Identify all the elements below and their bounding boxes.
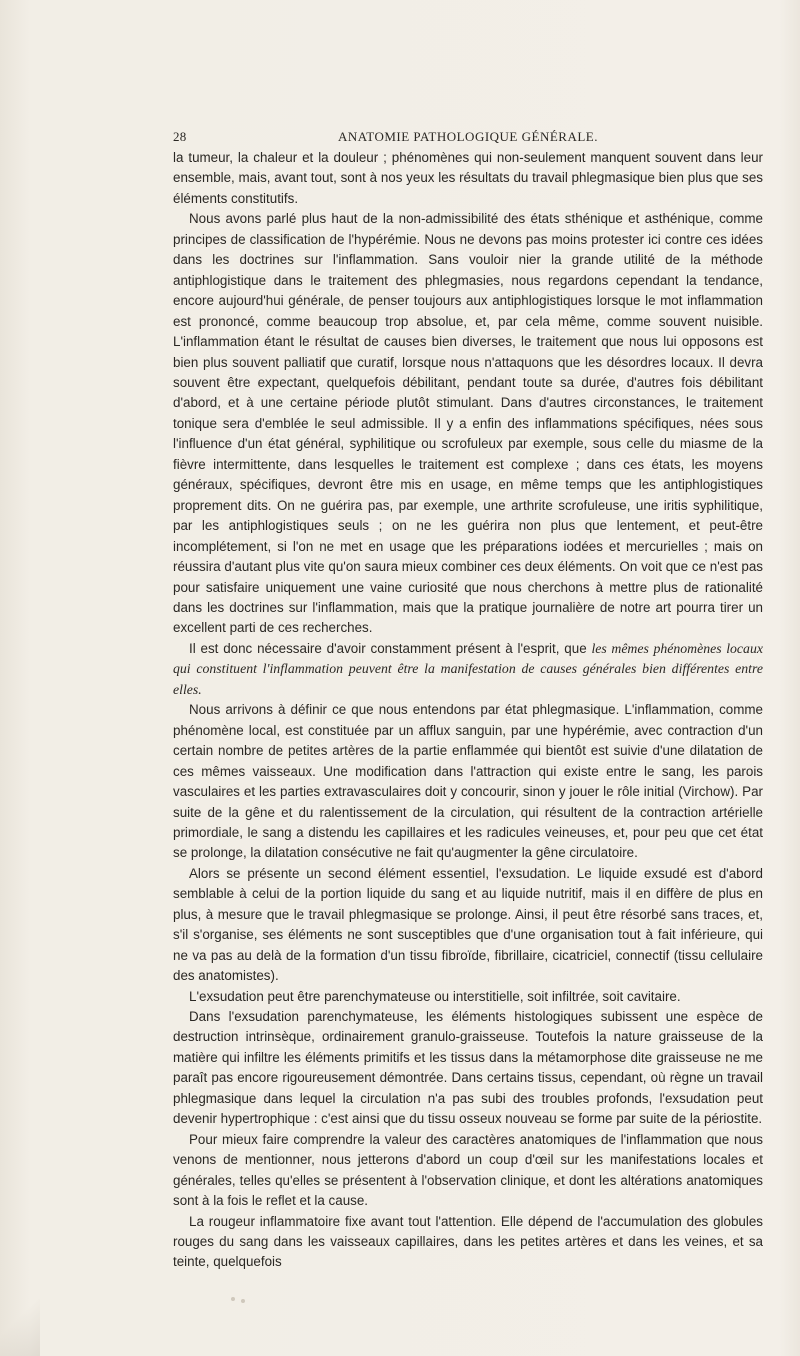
paragraph-9: La rougeur inflammatoire fixe avant tout l'attention. Elle dépend de l'accumulation des globules rouges du sang dans les vaisseaux capillaires, dans les petites artères et dans les veines, et sa teinte, quelquefois [173,1213,763,1270]
paragraph-6: L'exsudation peut être parenchymateuse ou interstitielle, soit infiltrée, soit cavitaire. [189,988,681,1004]
paragraph-1: la tumeur, la chaleur et la douleur ; phénomènes qui non-seulement manquent souvent dans leur ensemble, mais, avant tout, sont à nos yeux les résultats du travail phlegmasique bien plus que ses éléments constitutifs. [173,150,763,206]
paper-corner-shading [0,1295,40,1356]
body-text [173,148,763,1273]
paragraph-8: Pour mieux faire comprendre la valeur des caractères anatomiques de l'inflammation que nous venons de mentionner, nous jetterons d'abord un coup d'œil sur les manifestations locales et générales, telles qu'elles se présentent à l'observation clinique, et dont les altérations anatomiques sont à la fois le reflet et la cause. [173,1131,763,1209]
paragraph-3-text: Il est donc nécessaire d'avoir constamment présent à l'esprit, que [189,640,592,656]
page-title: ANATOMIE PATHOLOGIQUE GÉNÉRALE. [338,129,598,144]
paragraph-3 [173,639,763,700]
paragraph-2: Nous avons parlé plus haut de la non-admissibilité des états sthénique et asthénique, comme principes de classification de l'hypérémie. Nous ne devons pas moins protester ici contre ces idées dans les doctrines sur l'inflammation. Sans vouloir nier la grande utilité de la méthode antiphlogistique dans le traitement des phlegmasies, nous regardons cependant la tendance, encore aujourd'hui générale, de penser toujours aux antiphlogistiques lorsque le mot inflammation est prononcé, comme beaucoup trop absolue, et, par cela même, comme souvent nuisible. L'inflammation étant le résultat de causes bien diverses, le traitement que nous lui opposons est bien plus souvent palliatif que curatif, lorsque nous n'attaquons que les désordres locaux. Il devra souvent être expectant, quelquefois débilitant, pendant toute sa durée, d'autres fois débilitant d'abord, et à une certaine période plutôt stimulant. Dans d'autres circonstances, le traitement tonique sera d'emblée le seul admissible. Il y a enfin des inflammations spécifiques, nées sous l'influence d'un état général, syphilitique ou scrofuleux par exemple, sous celle du miasme de la fièvre intermittente, dans lesquelles le traitement est complexe ; dans ces états, les moyens généraux, spécifiques, devront être mis en usage, en même temps que les antiphlogistiques proprement dits. On ne guérira pas, par exemple, une arthrite scrofuleuse, une iritis syphilitique, par les antiphlogistiques seuls ; on ne les guérira non plus que lentement, et peut-être incomplétement, si l'on ne met en usage que les préparations iodées et mercurielles ; mais on réussira d'autant plus vite qu'on saura mieux combiner ces deux éléments. On voit que ce n'est pas pour satisfaire uniquement une vaine curiosité que nous cherchons à mettre plus de rationalité dans les doctrines sur l'inflammation, mais que la pratique journalière de notre art pourra tirer un excellent parti de ces recherches. [173,211,763,636]
paper-speck [231,1297,235,1301]
paper-speck [241,1299,245,1303]
page-number: 28 [173,129,187,144]
running-head [173,129,763,145]
paragraph-5: Alors se présente un second élément essentiel, l'exsudation. Le liquide exsudé est d'abord semblable à celui de la portion liquide du sang et au liquide nutritif, mais il en diffère de plus en plus, à mesure que le travail phlegmasique se prolonge. Ainsi, il peut être résorbé sans traces, et, s'il s'organise, ses éléments ne sont susceptibles que d'une organisation tout à fait inférieure, qui ne va pas au delà de la formation d'un tissu fibroïde, fibrillaire, cicatriciel, connectif (tissu cellulaire des anatomistes). [173,865,763,984]
paragraph-4: Nous arrivons à définir ce que nous entendons par état phlegmasique. L'inflammation, comme phénomène local, est constituée par un afflux sanguin, par une hypérémie, avec contraction d'un certain nombre de petites artères de la partie enflammée qui bientôt est suivie d'une dilatation de ces mêmes vaisseaux. Une modification dans l'attraction qui existe entre le sang, les parois vasculaires et les parties extravasculaires doit y concourir, sinon y jouer le rôle initial (Virchow). Par suite de la gêne et du ralentissement de la circulation, qui résultent de la contraction artérielle primordiale, le sang a distendu les capillaires et les radicules veineuses, et, pour peu que cet état se prolonge, la dilatation consécutive ne fait qu'augmenter la gêne circulatoire. [173,702,763,861]
paragraph-3-italic: les mêmes phénomènes locaux qui constituent l'inflammation peuvent être la manifestation de causes générales bien différentes entre elles. [173,640,763,697]
paragraph-7: Dans l'exsudation parenchymateuse, les éléments histologiques subissent une espèce de destruction intrinsèque, ordinairement granulo-graisseuse. Toutefois la nature graisseuse de la matière qui infiltre les éléments primitifs et les tissus dans la métamorphose dite graisseuse ne me paraît pas encore rigoureusement démontrée. Dans certains tissus, cependant, où règne un travail phlegmasique dans lequel la circulation n'a pas subi des troubles profonds, l'exsudation peut devenir hypertrophique : c'est ainsi que du tissu osseux nouveau se forme par suite de la périostite. [173,1009,763,1127]
